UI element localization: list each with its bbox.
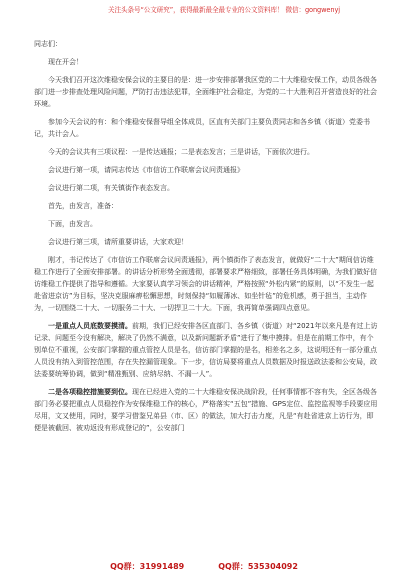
document-body bbox=[34, 38, 378, 434]
paragraph-item-three: 会议进行第三项，请所重要讲话，大家欢迎！ bbox=[48, 238, 188, 246]
footer bbox=[0, 561, 408, 572]
paragraph-purpose: 今天我们召开这次维稳安保会议的主要目的是：进一步安排部署我区党的二十大维稳安保工作，动员各级各部门进一步排查处理风险问题，严防打击违法犯罪，全面维护社会稳定，为党的二十大胜利召开营造良好的社会环境。 bbox=[34, 76, 377, 108]
paragraph-first-speaker: 首先，由发言，准备： bbox=[48, 202, 118, 210]
point-two-heading: 二是各项稳控措施要到位。 bbox=[48, 388, 132, 396]
header-banner: 关注头条号“公文研究”，获得最新最全最专业的公文资料库！ 微信：gongwenyj bbox=[108, 6, 340, 14]
point-one-heading: 一是重点人员底数要摸清。 bbox=[48, 322, 132, 330]
paragraph-next-speaker: 下面，由发言。 bbox=[48, 220, 97, 228]
salutation: 同志们： bbox=[34, 40, 62, 48]
paragraph-point-two bbox=[34, 386, 378, 434]
paragraph-opening: 现在开会！ bbox=[48, 58, 83, 66]
footer-qq-group-2: QQ群：535304092 bbox=[218, 562, 298, 571]
paragraph-attendees: 参加今天会议的有：和个维稳安保督导组全体成员，区直有关部门主要负责同志和各乡镇（街道）党委书记，共计会人。 bbox=[34, 118, 370, 138]
paragraph-item-one: 会议进行第一项，请同志传达《市信访工作联席会议问责通报》 bbox=[48, 166, 244, 174]
paragraph-agenda: 今天的会议共有三项议程：一是传达通报；二是表态发言；三是讲话，下面依次进行。 bbox=[48, 148, 314, 156]
paragraph-point-one bbox=[34, 320, 378, 380]
paragraph-item-two: 会议进行第二项，有关镇街作表态发言。 bbox=[48, 184, 174, 192]
paragraph-summary: 刚才，书记传达了《市信访工作联席会议问责通报》，两个镇街作了表态发言，就做好“二十大”期间信访维稳工作进行了全面安排部署。的讲话分析形势全面透彻，部署要求严格细致，部署任务具体明确，为我们做好信访维稳工作提供了指导和遵循。大家要认真学习领会的讲话精神，严格按照“外松内紧”的原则，以“不发生一起赴省进京访”为目标，坚决克服麻痹松懈思想，时刻保持“如履薄冰、如坐针毡”的危机感，勇于担当，主动作为，一切围绕二十大、一切服务二十大、一切捍卫二十大。下面，我再简单强调四点意见。 bbox=[34, 256, 377, 312]
point-two-text: 现在已经进入党的二十大维稳安保决战阶段，任何事情都不容有失，全区各级各部门务必要把重点人员稳控作为安保维稳工作的核心，严格落实“五包”措施、GPS定位、监控监视等手段要应用尽用，文又使用，同时，要学习借鉴兄弟县（市、区）的做法，加大打击力度，凡是“有赴省进京上访行为，即便是被截回、被劝返没有形成登记的”，公安部门 bbox=[34, 388, 378, 432]
point-one-text: 前期，我们已经安排各区直部门、各乡镇（街道）对“2021年以来凡是有过上访记录、问题至今没有解决，解决了仍然不满意，以及新问题新矛盾”进行了集中摸排。但是在前期工作中，有个别单位不重视，公安部门掌握的重点管控人员是名，信访部门掌握的是名，相差名之多，这说明还有一部分重点人员没有纳入到管控范围，存在失控漏管现象。下一步，信访局要将重点人员数据及时报送政法委和公安局，政法委要统筹协调，做到“精准甄别、应纳尽纳、不漏一人”。 bbox=[34, 322, 378, 378]
footer-qq-group-1: QQ群：31991489 bbox=[110, 562, 185, 571]
